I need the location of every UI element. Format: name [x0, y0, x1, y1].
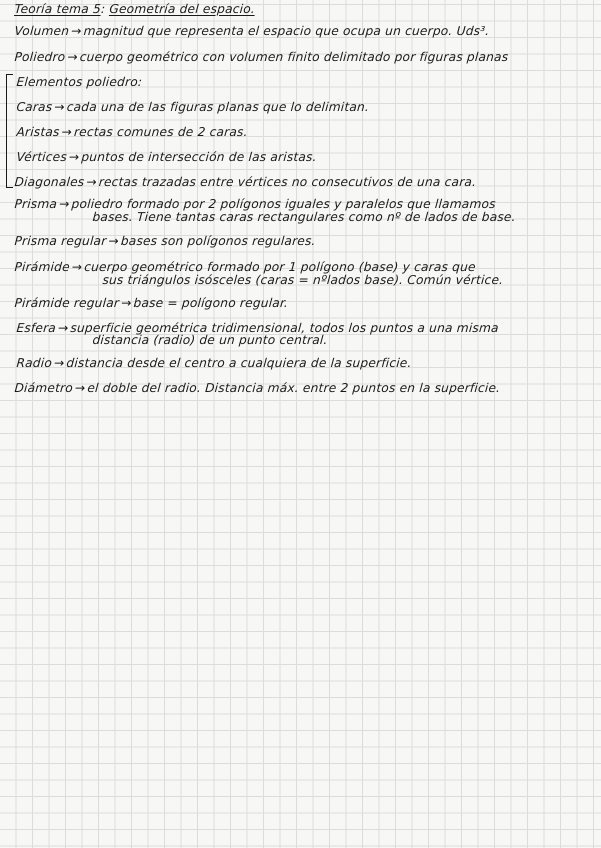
note-line-piramide [14, 260, 476, 274]
definition-radio: distancia desde el centro a cualquiera de la superficie. [65, 356, 413, 370]
title-separator: : [100, 2, 106, 16]
term-esfera: Esfera [16, 321, 57, 335]
note-line-diametro [14, 381, 501, 395]
note-line-aristas [16, 125, 248, 139]
note-line-vertices [16, 150, 317, 164]
definition-caras: cada una de las figuras planas que lo delimitan. [66, 100, 370, 114]
definition-diagonales: rectas trazadas entre vértices no consecutivos de una cara. [98, 175, 477, 189]
definition-esfera: superficie geométrica tridimensional, todos los puntos a una misma [69, 321, 500, 335]
note-line-piramide-cont [102, 273, 504, 287]
definition-poliedro: cuerpo geométrico con volumen finito delimitado por figuras planas [79, 50, 509, 64]
term-piramide-regular: Pirámide regular [14, 296, 120, 310]
definition-piramide-regular: base = polígono regular. [133, 296, 289, 310]
term-piramide: Pirámide [14, 260, 71, 274]
term-diagonales: Diagonales [14, 175, 85, 189]
definition-aristas: rectas comunes de 2 caras. [73, 125, 249, 139]
arrow-icon: → [68, 150, 80, 164]
definition-volumen: magnitud que representa el espacio que ocupa un cuerpo. Uds³. [83, 24, 490, 38]
arrow-icon: → [53, 356, 65, 370]
arrow-icon: → [57, 321, 69, 335]
note-line-piramide-regular [14, 296, 289, 310]
term-diametro: Diámetro [14, 381, 74, 395]
term-prisma-regular: Prisma regular [14, 234, 107, 248]
definition-vertices: puntos de intersección de las aristas. [80, 150, 318, 164]
arrow-icon: → [53, 100, 66, 114]
note-line-elementos [16, 75, 143, 89]
definition-piramide-cont: sus triángulos isósceles (caras = nºlados base). Común vértice. [102, 273, 504, 287]
arrow-icon: → [66, 50, 79, 64]
term-vertices: Vértices [16, 150, 68, 164]
definition-diametro: el doble del radio. Distancia máx. entre 2 puntos en la superficie. [86, 381, 501, 395]
definition-piramide: cuerpo geométrico formado por 1 polígono (base) y caras que [83, 260, 477, 274]
note-line-volumen [14, 24, 490, 38]
term-radio: Radio [16, 356, 53, 370]
arrow-icon: → [71, 260, 83, 274]
note-line-diagonales [14, 175, 477, 189]
arrow-icon: → [70, 24, 83, 38]
note-line-prisma [14, 197, 496, 211]
note-line-poliedro [14, 50, 509, 64]
note-line-radio [16, 356, 412, 370]
term-aristas: Aristas [16, 125, 61, 139]
definition-prisma-regular: bases son polígonos regulares. [120, 234, 317, 248]
arrow-icon: → [120, 296, 133, 310]
arrow-icon: → [58, 197, 71, 211]
note-line-caras [16, 100, 370, 114]
note-line-prisma-cont [92, 210, 516, 224]
term-prisma: Prisma [14, 197, 58, 211]
title-main: Teoría tema 5 [14, 2, 102, 16]
term-caras: Caras [16, 100, 53, 114]
heading-elementos: Elementos poliedro: [16, 75, 143, 89]
term-volumen: Volumen [14, 24, 70, 38]
arrow-icon: → [107, 234, 120, 248]
term-poliedro: Poliedro [14, 50, 66, 64]
definition-prisma-cont: bases. Tiene tantas caras rectangulares como nº de lados de base. [92, 210, 517, 224]
arrow-icon: → [74, 381, 86, 395]
arrow-icon: → [61, 125, 73, 139]
page-title [14, 2, 256, 16]
note-line-prisma-regular [14, 234, 316, 248]
title-subject: Geometría del espacio. [108, 2, 256, 16]
elements-bracket [6, 74, 13, 188]
definition-prisma: poliedro formado por 2 polígonos iguales y paralelos que llamamos [71, 197, 497, 211]
arrow-icon: → [85, 175, 98, 189]
note-line-esfera-cont [92, 333, 328, 347]
definition-esfera-cont: distancia (radio) de un punto central. [92, 333, 329, 347]
